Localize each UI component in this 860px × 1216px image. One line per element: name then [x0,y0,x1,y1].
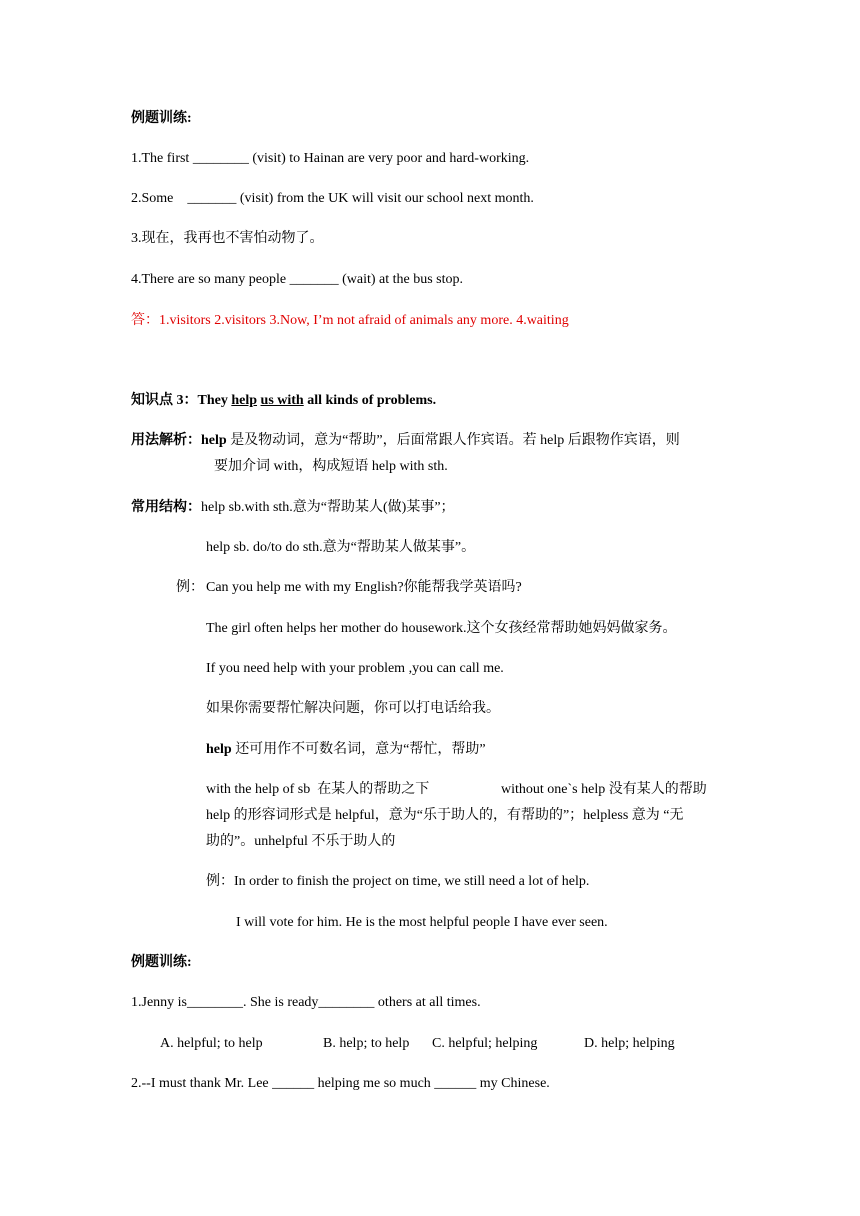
phrase-without-help: without one`s help 没有某人的帮助 [501,782,707,797]
example-1: Can you help me with my English?你能帮我学英语吗? [206,580,522,595]
example-3: If you need help with your problem ,you can call me. [206,661,504,676]
exercise-answer: 答：1.visitors 2.visitors 3.Now, I’m not afraid of animals any more. 4.waiting [131,313,569,328]
structures-line-1 [131,499,455,517]
exercise-heading: 例题训练: [131,111,192,126]
example-label: 例： [176,580,204,595]
structure-1: help sb.with sth.意为“帮助某人(做)某事”； [201,500,455,515]
example-10: I will vote for him. He is the most helpful people I have ever seen. [236,915,608,930]
knowledge-point-label: 知识点 3：They [131,393,232,408]
knowledge-point-rest: all kinds of problems. [303,393,437,408]
example-5 [206,741,486,759]
exercise2-question-2: 2.--I must thank Mr. Lee ______ helping me so much ______ my Chinese. [131,1076,550,1091]
example-5-help-word: help [206,742,232,757]
example-4: 如果你需要帮忙解决问题，你可以打电话给我。 [206,701,500,716]
example-5-text: 还可用作不可数名词，意为“帮忙，帮助” [231,742,486,757]
example-2: The girl often helps her mother do housework.这个女孩经常帮助她妈妈做家务。 [206,621,677,636]
usage-line-2: 要加介词 with，构成短语 help with sth. [214,459,448,474]
usage-help-word: help [201,433,227,448]
option-a: A. helpful; to help [160,1036,263,1051]
underlined-us-with: us with [260,393,304,408]
knowledge-point-title [131,392,436,410]
structures-label: 常用结构： [131,500,201,515]
example-9: 例：In order to finish the project on time, we still need a lot of help. [206,874,590,889]
underlined-help: help [231,393,258,408]
usage-line-1 [131,432,680,450]
exercise-question-2: 2.Some _______ (visit) from the UK will visit our school next month. [131,191,534,206]
exercise-question-3: 3.现在，我再也不害怕动物了。 [131,231,324,246]
usage-label: 用法解析： [131,433,201,448]
phrase-with-help: with the help of sb 在某人的帮助之下 [206,782,430,797]
option-c: C. helpful; helping [432,1036,538,1051]
structure-2: help sb. do/to do sth.意为“帮助某人做某事”。 [206,540,476,555]
option-b: B. help; to help [323,1036,410,1051]
example-8: 助的”。unhelpful 不乐于助人的 [206,834,396,849]
example-7: help 的形容词形式是 helpful，意为“乐于助人的，有帮助的”；helpless 意为 “无 [206,808,684,823]
usage-text: 是及物动词，意为“帮助”，后面常跟人作宾语。若 help 后跟物作宾语，则 [226,433,680,448]
exercise-question-4: 4.There are so many people _______ (wait) at the bus stop. [131,272,464,287]
option-d: D. help; helping [584,1036,675,1051]
exercise-heading-2: 例题训练: [131,955,192,970]
exercise-question-1: 1.The first ________ (visit) to Hainan are very poor and hard-working. [131,151,530,166]
exercise2-question-1: 1.Jenny is________. She is ready________ others at all times. [131,995,481,1010]
